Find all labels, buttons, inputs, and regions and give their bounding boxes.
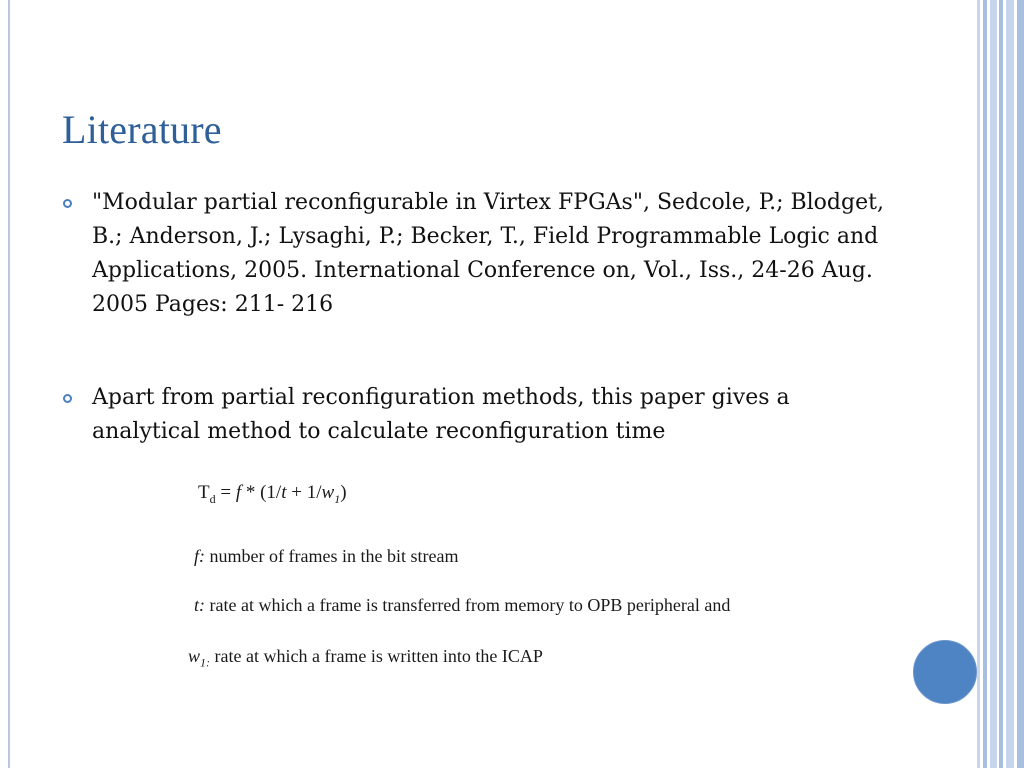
slide-title: Literature [62,107,222,152]
definition-f: f: number of frames in the bit stream [194,546,459,566]
left-border-line [8,0,10,768]
decorative-stripe [977,0,980,768]
decorative-stripe [999,0,1003,768]
decorative-stripe [990,0,997,768]
bullet-item [62,186,892,322]
bullet-circle-icon [63,394,72,403]
definition-w1: $w_{1:}$ rate at which a frame is written into the ICAP [188,646,543,670]
reconfiguration-time-formula: $T_d = f * (1/t + 1/w_1)$ [198,482,347,506]
bullet-text-summary: Apart from partial reconfiguration methods, this paper gives a analytical method to calculate reconfiguration time [92,385,790,444]
bullet-circle-icon [63,199,72,208]
bullet-item [62,381,892,449]
decorative-stripe [1017,0,1024,768]
definition-t: t: rate at which a frame is transferred from memory to OPB peripheral and [194,595,731,615]
decorative-circle [913,640,977,704]
decorative-stripe [983,0,987,768]
bullet-text-reference: "Modular partial reconfigurable in Virtex FPGAs", Sedcole, P.; Blodget, B.; Anderson, J.; Lysaghi, P.; Becker, T., Field Programmable Logic and Applications, 2005. International Conference on, Vol., Iss., 24-26 Aug. 2005 Pages: 211- 216 [92,190,884,317]
decorative-stripe [1006,0,1014,768]
